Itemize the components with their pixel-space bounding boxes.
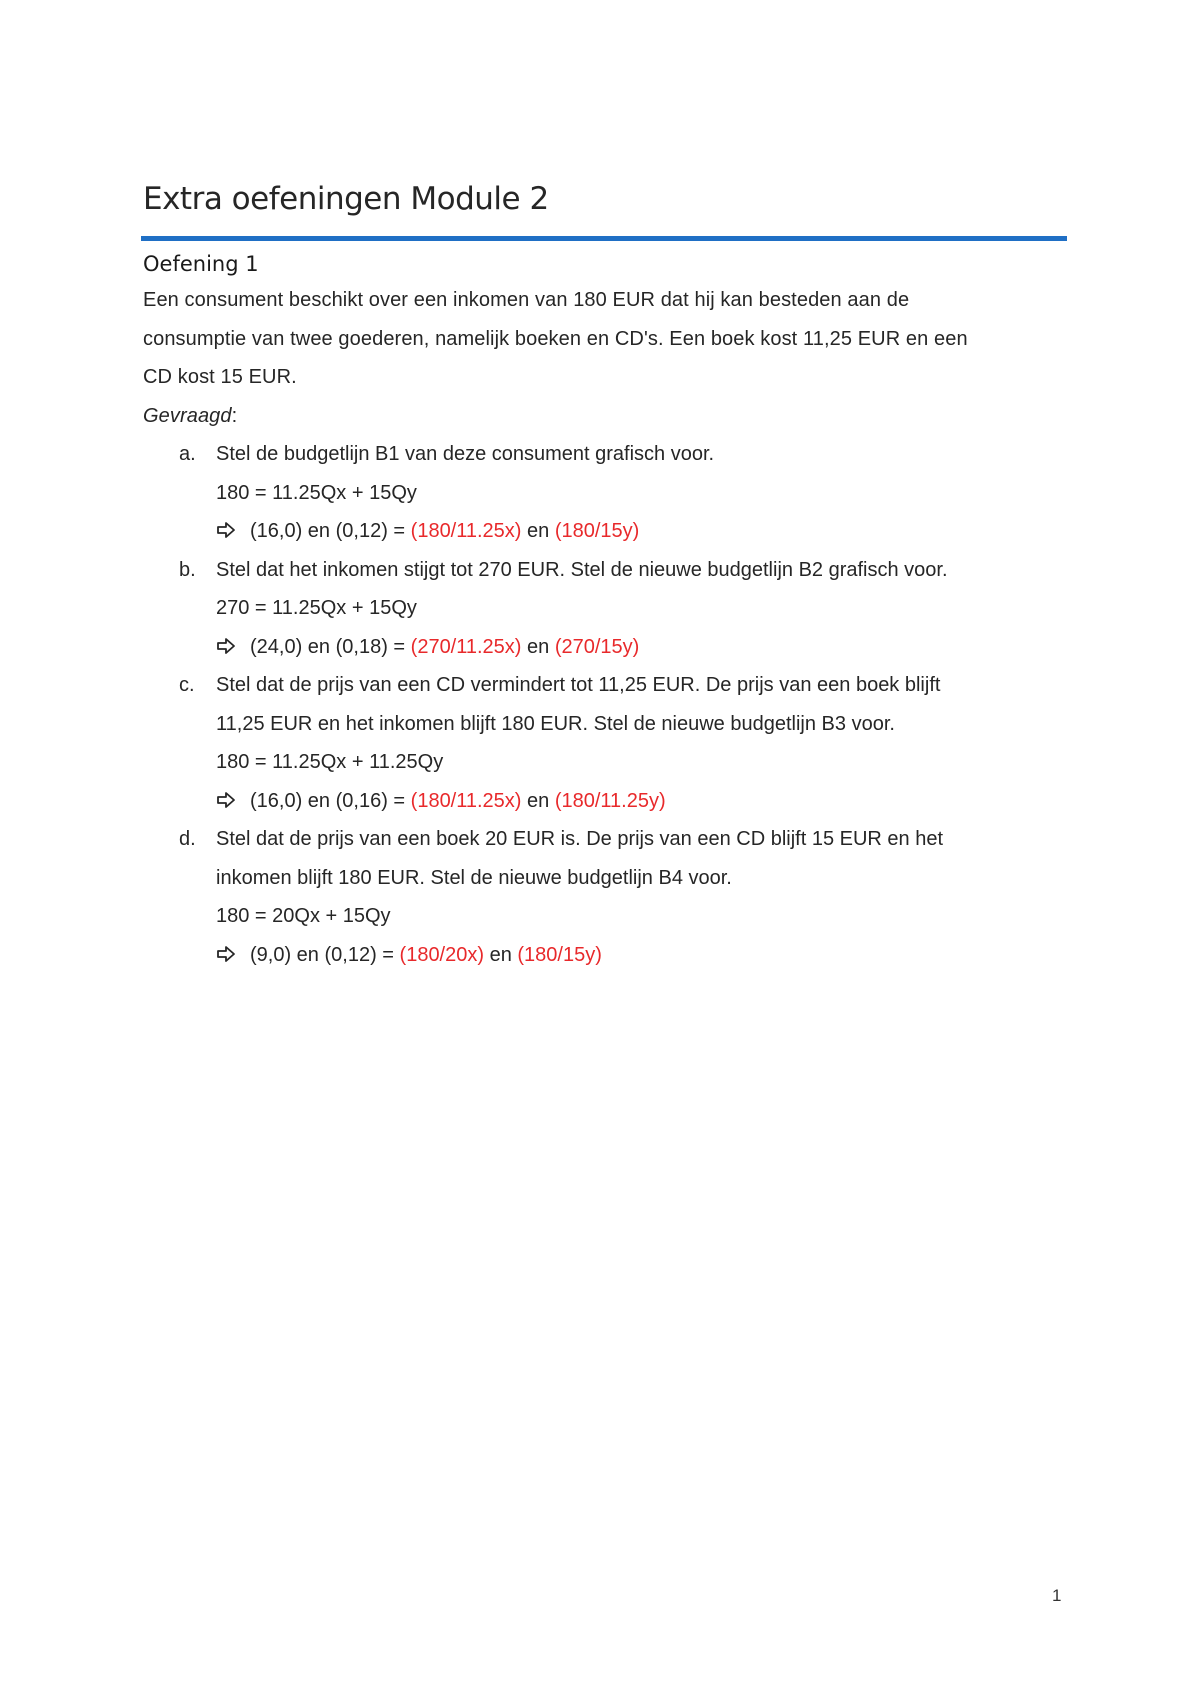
answer-connector: en (521, 520, 555, 542)
answer-connector: en (521, 635, 555, 658)
question-text-line (143, 666, 1083, 705)
question-marker: a. (179, 443, 196, 465)
intro-line-1: Een consument beschikt over een inkomen van 180 EUR dat hij kan besteden aan de (143, 289, 910, 311)
answer-x-formula: (180/20x) (399, 943, 485, 966)
answer-line (143, 782, 1083, 821)
question-marker: c. (179, 674, 195, 696)
arrow-right-outline-icon (216, 790, 236, 810)
answer-x-formula: (270/11.25x) (410, 635, 522, 658)
exercise-heading: Oefening 1 (143, 252, 259, 276)
equation: 180 = 11.25Qx + 11.25Qy (216, 751, 444, 773)
question-b (143, 551, 1083, 667)
answer-x-formula: (180/11.25x) (410, 520, 522, 542)
answer-points: (24,0) en (0,18) = (250, 635, 411, 658)
answer-points: (16,0) en (0,16) = (250, 789, 411, 812)
intro-line-3: CD kost 15 EUR. (143, 366, 297, 388)
question-text: Stel dat het inkomen stijgt tot 270 EUR. Stel de nieuwe budgetlijn B2 grafisch voor. (216, 558, 948, 581)
gevraagd-label (143, 397, 1083, 436)
answer-line (143, 936, 1083, 975)
answer-connector: en (484, 943, 518, 966)
question-text-line (143, 551, 1083, 590)
document-title: Extra oefeningen Module 2 (143, 181, 549, 217)
question-text: Stel dat de prijs van een boek 20 EUR is. De prijs van een CD blijft 15 EUR en het (216, 828, 944, 850)
question-marker: d. (179, 828, 196, 850)
question-text-line (143, 435, 1083, 474)
question-a (143, 435, 1083, 551)
answer-line (143, 512, 1083, 551)
question-text-line (143, 820, 1083, 859)
answer-points: (16,0) en (0,12) = (250, 520, 411, 542)
gevraagd-colon: : (231, 404, 238, 427)
question-text: Stel dat de prijs van een CD vermindert tot 11,25 EUR. De prijs van een boek blijft (216, 674, 941, 696)
gevraagd-text: Gevraagd (143, 404, 232, 427)
answer-line (143, 628, 1083, 667)
question-c (143, 666, 1083, 820)
equation: 180 = 20Qx + 15Qy (216, 905, 391, 927)
answer-x-formula: (180/11.25x) (410, 789, 522, 812)
answer-y-formula: (270/15y) (554, 635, 640, 658)
page-number: 1 (1052, 1586, 1062, 1605)
answer-y-formula: (180/15y) (554, 520, 640, 542)
title-underline (141, 236, 1067, 241)
question-text: Stel de budgetlijn B1 van deze consument grafisch voor. (216, 443, 715, 465)
answer-y-formula: (180/15y) (517, 943, 602, 966)
equation: 180 = 11.25Qx + 15Qy (216, 481, 417, 504)
question-d (143, 820, 1083, 974)
question-text-continued: 11,25 EUR en het inkomen blijft 180 EUR. Stel de nieuwe budgetlijn B3 voor. (216, 712, 895, 735)
answer-y-formula: (180/11.25y) (554, 789, 666, 812)
answer-points: (9,0) en (0,12) = (250, 943, 400, 966)
equation: 270 = 11.25Qx + 15Qy (216, 597, 417, 619)
document-body (143, 247, 1083, 974)
question-marker: b. (179, 558, 196, 581)
arrow-right-outline-icon (216, 636, 236, 656)
answer-connector: en (521, 789, 555, 812)
arrow-right-outline-icon (216, 520, 236, 540)
intro-line-2: consumptie van twee goederen, namelijk boeken en CD's. Een boek kost 11,25 EUR en een (143, 327, 968, 350)
question-text-continued: inkomen blijft 180 EUR. Stel de nieuwe budgetlijn B4 voor. (216, 866, 732, 889)
arrow-right-outline-icon (216, 944, 236, 964)
